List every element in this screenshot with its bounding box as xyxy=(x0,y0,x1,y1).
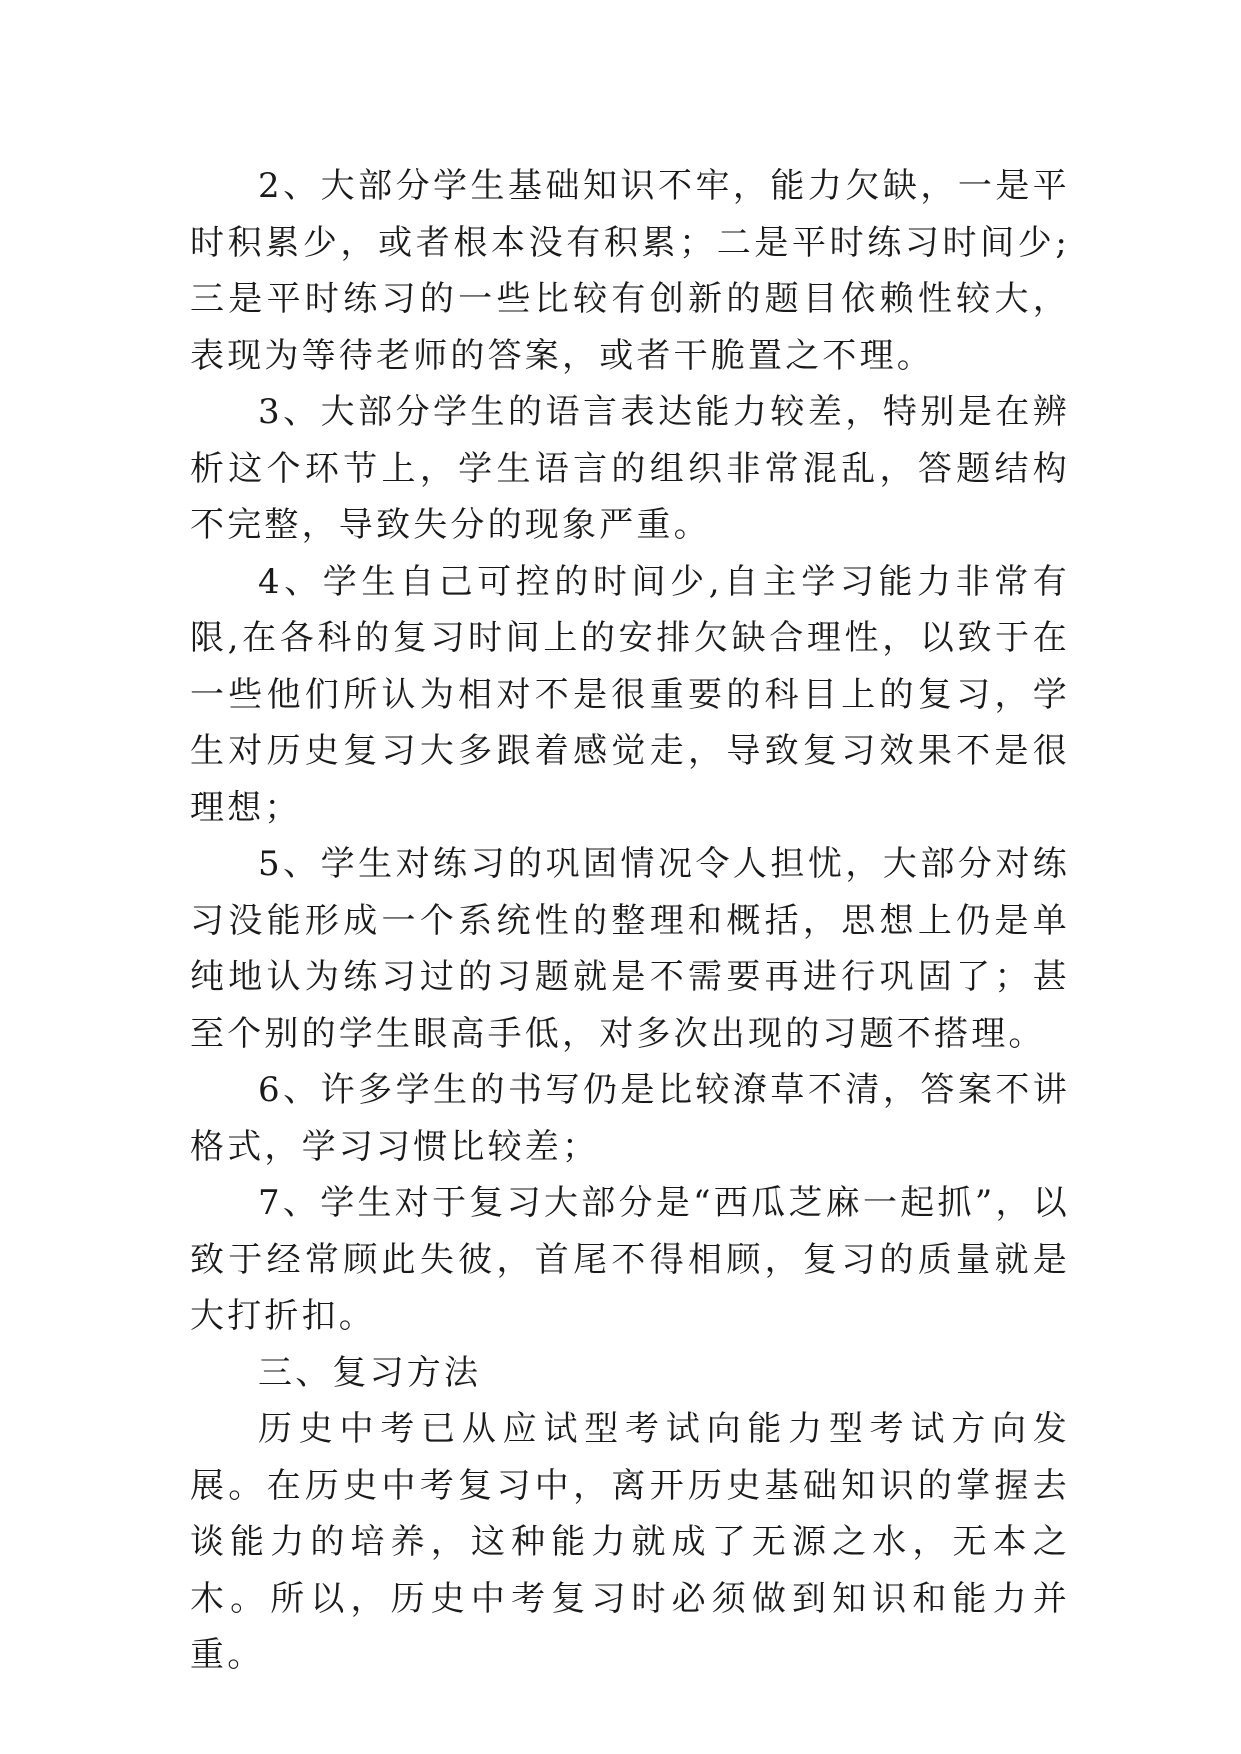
paragraph-item-3: 3、大部分学生的语言表达能力较差，特别是在辨析这个环节上，学生语言的组织非常混乱，答题结构不完整，导致失分的现象严重。 xyxy=(190,392,1070,545)
paragraph-review-methods: 历史中考已从应试型考试向能力型考试方向发展。在历史中考复习中，离开历史基础知识的掌握去谈能力的培养，这种能力就成了无源之水，无本之木。所以，历史中考复习时必须做到知识和能力并重。 xyxy=(190,1409,1070,1675)
section-heading-review-methods: 三、复习方法 xyxy=(258,1352,482,1393)
paragraph-item-6: 6、许多学生的书写仍是比较潦草不清，答案不讲格式，学习习惯比较差； xyxy=(190,1070,1070,1167)
paragraph-item-4: 4、学生自己可控的时间少,自主学习能力非常有限,在各科的复习时间上的安排欠缺合理性，以致于在一些他们所认为相对不是很重要的科目上的复习，学生对历史复习大多跟着感觉走，导致复习效果不是很理想； xyxy=(190,561,1070,828)
paragraph-item-5: 5、学生对练习的巩固情况令人担忧，大部分对练习没能形成一个系统性的整理和概括，思想上仍是单纯地认为练习过的习题就是不需要再进行巩固了；甚至个别的学生眼高手低，对多次出现的习题不搭理。 xyxy=(190,844,1070,1054)
paragraph-item-7: 7、学生对于复习大部分是“西瓜芝麻一起抓”，以致于经常顾此失彼，首尾不得相顾，复习的质量就是大打折扣。 xyxy=(190,1183,1070,1336)
document-body xyxy=(190,158,1070,1684)
paragraph-item-2: 2、大部分学生基础知识不牢，能力欠缺，一是平时积累少，或者根本没有积累；二是平时练习时间少;三是平时练习的一些比较有创新的题目依赖性较大，表现为等待老师的答案，或者干脆置之不理。 xyxy=(190,166,1070,376)
